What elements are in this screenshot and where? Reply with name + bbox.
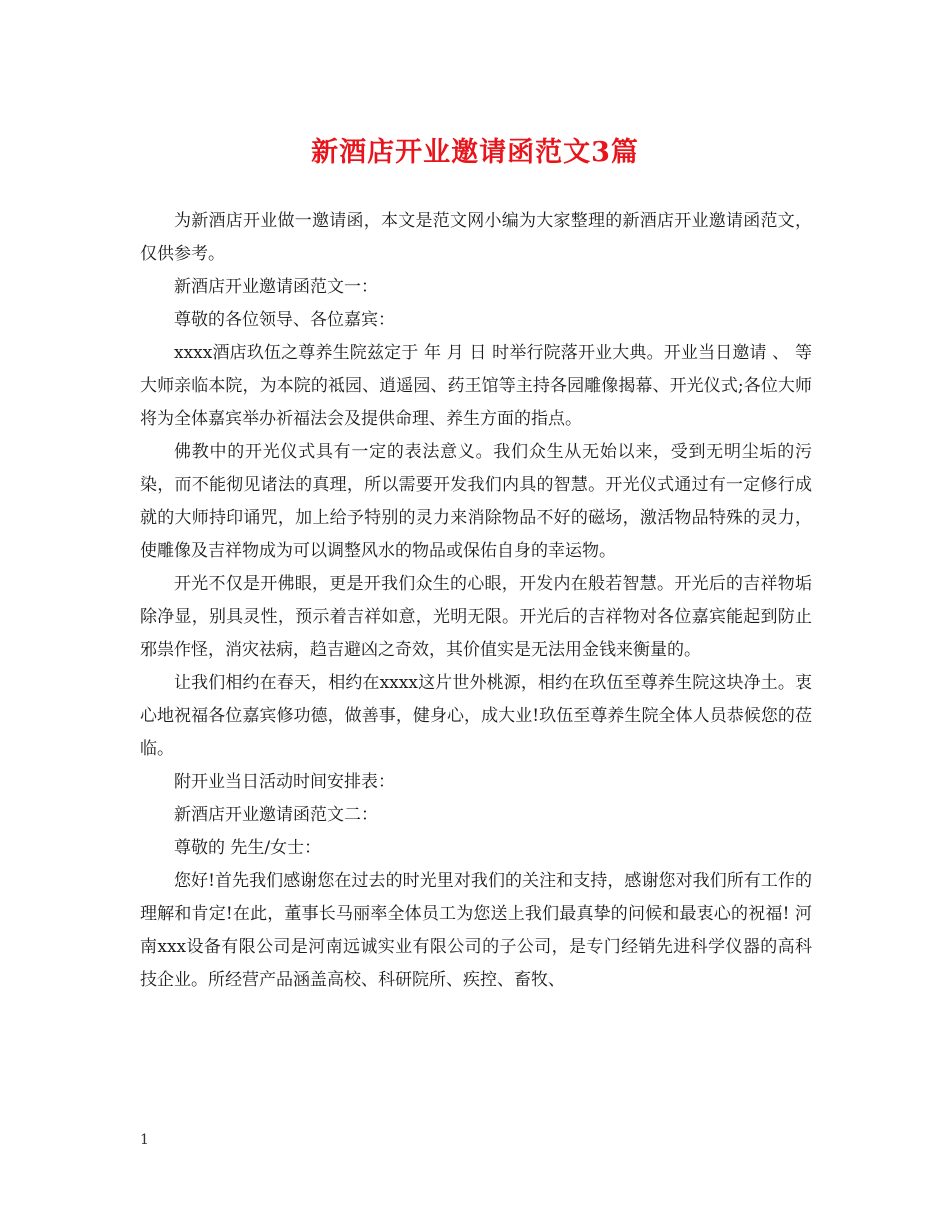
salutation-two: 尊敬的 先生/女士： [174,838,322,858]
paragraph-consecration-benefits: 开光不仅是开佛眼，更是开我们众生的心眼，开发内在般若智慧。开光后的吉祥物垢除净显，别具灵性，预示着吉祥如意，光明无限。开光后的吉祥物对各位嘉宾能起到防止邪祟作怪，消灾祛病，趋吉避凶之奇效，其价值实是无法用金钱来衡量的。 [140,574,812,660]
salutation-one: 尊敬的各位领导、各位嘉宾： [174,310,395,330]
section-heading-sample-two: 新酒店开业邀请函范文二： [174,805,378,825]
document-title: 新酒店开业邀请函范文3篇 [311,137,639,168]
document-body [140,205,812,997]
paragraph-consecration-meaning: 佛教中的开光仪式具有一定的表法意义。我们众生从无始以来，受到无明尘垢的污染，而不能彻见诸法的真理，所以需要开发我们内具的智慧。开光仪式通过有一定修行成就的大师持印诵咒，加上给予特别的灵力来消除物品不好的磁场，激活物品特殊的灵力，使雕像及吉祥物成为可以调整风水的物品或保佑自身的幸运物。 [140,442,812,561]
paragraph-schedule-note: 附开业当日活动时间安排表： [174,772,395,792]
section-heading-sample-one: 新酒店开业邀请函范文一： [174,277,378,297]
paragraph-intro: 为新酒店开业做一邀请函，本文是范文网小编为大家整理的新酒店开业邀请函范文，仅供参考。 [140,211,812,264]
paragraph-opening-ceremony: xxxx酒店玖伍之尊养生院兹定于 年 月 日 时举行院落开业大典。开业当日邀请 、 等大师亲临本院，为本院的祗园、逍遥园、药王馆等主持各园雕像揭幕、开光仪式;各位大师将为全体嘉宾举办祈福法会及提供命理、养生方面的指点。 [140,343,812,429]
paragraph-invitation-closing: 让我们相约在春天，相约在xxxx这片世外桃源，相约在玖伍至尊养生院这块净土。衷心地祝福各位嘉宾修功德，做善事，健身心，成大业!玖伍至尊养生院全体人员恭候您的莅临。 [140,673,812,759]
paragraph-company-intro: 您好!首先我们感谢您在过去的时光里对我们的关注和支持，感谢您对我们所有工作的理解和肯定!在此，董事长马丽率全体员工为您送上我们最真挚的问候和最衷心的祝福! 河南xxx设备有限公司是河南远诚实业有限公司的子公司，是专门经销先进科学仪器的高科技企业。所经营产品涵盖高校、科研院所、疾控、畜牧、 [140,871,812,990]
page-number: 1 [140,1132,149,1148]
